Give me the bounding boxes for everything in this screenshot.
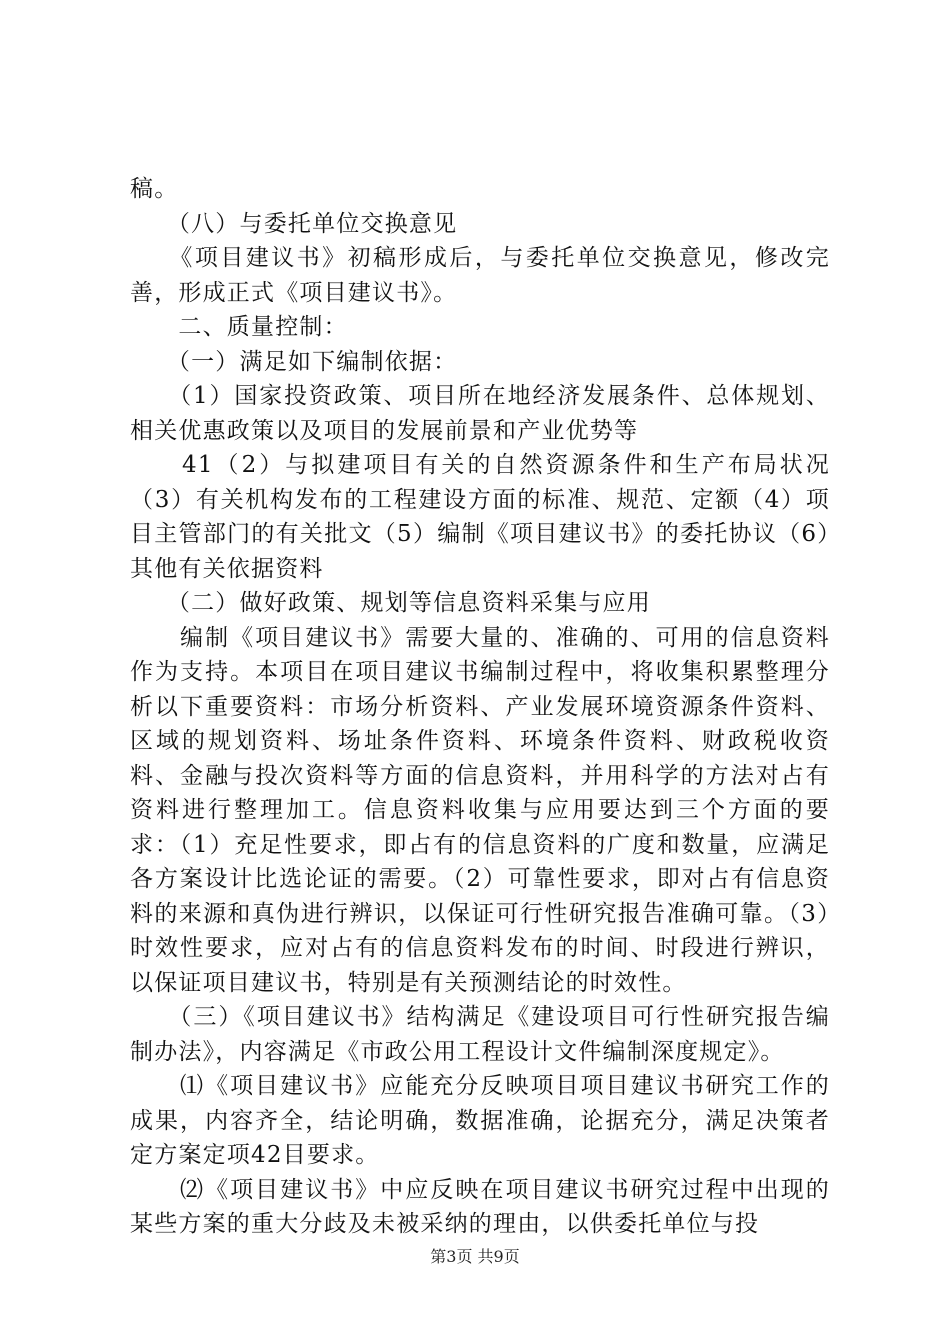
paragraph-basis-2-6: 41（2）与拟建项目有关的自然资源条件和生产布局状况（3）有关机构发布的工程建设方面的标准、规范、定额（4）项目主管部门的有关批文（5）编制《项目建议书》的委托协议（6）其他有关依据资料 bbox=[130, 452, 830, 582]
page-footer: 第3页 共9页 bbox=[430, 1247, 520, 1266]
document-body bbox=[130, 172, 830, 1242]
paragraph-exchange-opinions: 《项目建议书》初稿形成后，与委托单位交换意见，修改完善，形成正式《项目建议书》。 bbox=[130, 245, 830, 306]
section-heading-structure: （三）《项目建议书》结构满足《建设项目可行性研究报告编制办法》，内容满足《市政公用工程设计文件编制深度规定》。 bbox=[130, 1004, 830, 1065]
section-heading-quality-control: 二、质量控制： bbox=[130, 314, 348, 340]
section-heading-information-collection: （二）做好政策、规划等信息资料采集与应用 bbox=[130, 590, 651, 616]
section-heading-exchange-opinions: （八）与委托单位交换意见 bbox=[130, 210, 458, 237]
section-heading-compilation-basis: （一）满足如下编制依据： bbox=[130, 348, 458, 375]
paragraph-requirement-1: ⑴《项目建议书》应能充分反映项目项目建议书研究工作的成果，内容齐全，结论明确，数据准确，论据充分，满足决策者定方案定项42目要求。 bbox=[130, 1073, 830, 1168]
paragraph-continuation: 稿。 bbox=[130, 176, 179, 202]
paragraph-requirement-2: ⑵《项目建议书》中应反映在项目建议书研究过程中出现的某些方案的重大分歧及未被采纳的理由，以供委托单位与投 bbox=[130, 1176, 830, 1237]
paragraph-information-collection: 编制《项目建议书》需要大量的、准确的、可用的信息资料作为支持。本项目在项目建议书编制过程中，将收集积累整理分析以下重要资料：市场分析资料、产业发展环境资源条件资料、区域的规划资料、场址条件资料、环境条件资料、财政税收资料、金融与投次资料等方面的信息资料，并用科学的方法对占有资料进行整理加工。信息资料收集与应用要达到三个方面的要求：（1）充足性要求，即占有的信息资料的广度和数量，应满足各方案设计比选论证的需要。（2）可靠性要求，即对占有信息资料的来源和真伪进行辨识，以保证可行性研究报告准确可靠。（3）时效性要求，应对占有的信息资料发布的时间、时段进行辨识，以保证项目建议书，特别是有关预测结论的时效性。 bbox=[130, 624, 830, 996]
paragraph-basis-1: （1）国家投资政策、项目所在地经济发展条件、总体规划、相关优惠政策以及项目的发展前景和产业优势等 bbox=[130, 383, 830, 444]
